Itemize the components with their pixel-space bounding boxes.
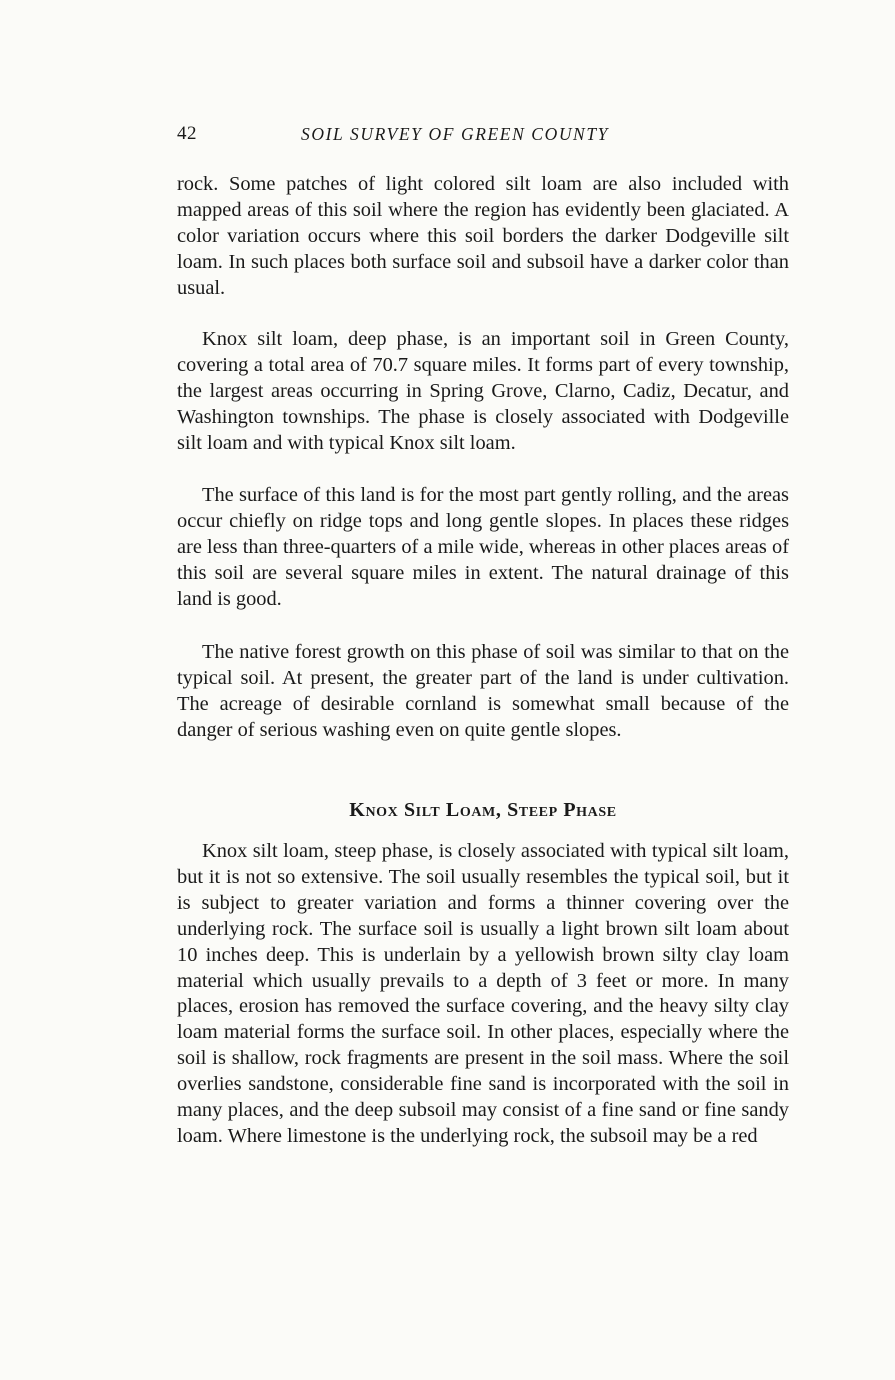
page-number: 42 — [177, 123, 197, 144]
paragraph-steep-phase: Knox silt loam, steep phase, is closely associated with typical silt loam, but it is not so extensive. The soil usually resembles the typical soil, but it is subject to greater variation and forms a thinner covering over the underlying rock. The surface soil is usually a light brown silt loam about 10 inches deep. This is underlain by a yellowish brown silty clay loam material which usually prevails to a depth of 3 feet or more. In many places, erosion has removed the surface covering, and the heavy silty clay loam material forms the surface soil. In other places, especially where the soil is shallow, rock fragments are present in the soil mass. Where the soil overlies sandstone, considerable fine sand is incorporated with the soil in many places, and the deep subsoil may consist of a fine sand or fine sandy loam. Where limestone is the underlying rock, the subsoil may be a red — [177, 840, 789, 1147]
running-header — [177, 123, 789, 151]
paragraph-surface-description: The surface of this land is for the most part gently rolling, and the areas occur chiefly on ridge tops and long gentle slopes. In places these ridges are less than three-quarters of a mile wide, whereas in other places areas of this soil are several square miles in extent. The natural drainage of this land is good. — [177, 484, 789, 610]
section-heading: Knox Silt Loam, Steep Phase — [349, 799, 617, 821]
paragraph-continuation: rock. Some patches of light colored silt loam are also included with mapped areas of this soil where the region has evidently been glaciated. A color variation occurs where this soil borders the darker Dodgeville silt loam. In such places both surface soil and subsoil have a darker color than usual. — [177, 173, 789, 299]
paragraph-deep-phase-overview: Knox silt loam, deep phase, is an important soil in Green County, covering a total area of 70.7 square miles. It forms part of every township, the largest areas occurring in Spring Grove, Clarno, Cadiz, Decatur, and Washington townships. The phase is closely associated with Dodgeville silt loam and with typical Knox silt loam. — [177, 328, 789, 454]
running-title: SOIL SURVEY OF GREEN COUNTY — [301, 124, 609, 144]
paragraph-forest-growth: The native forest growth on this phase of soil was similar to that on the typical soil. At present, the greater part of the land is under cultivation. The acreage of desirable cornland is somewhat small because of the danger of serious washing even on quite gentle slopes. — [177, 641, 789, 741]
